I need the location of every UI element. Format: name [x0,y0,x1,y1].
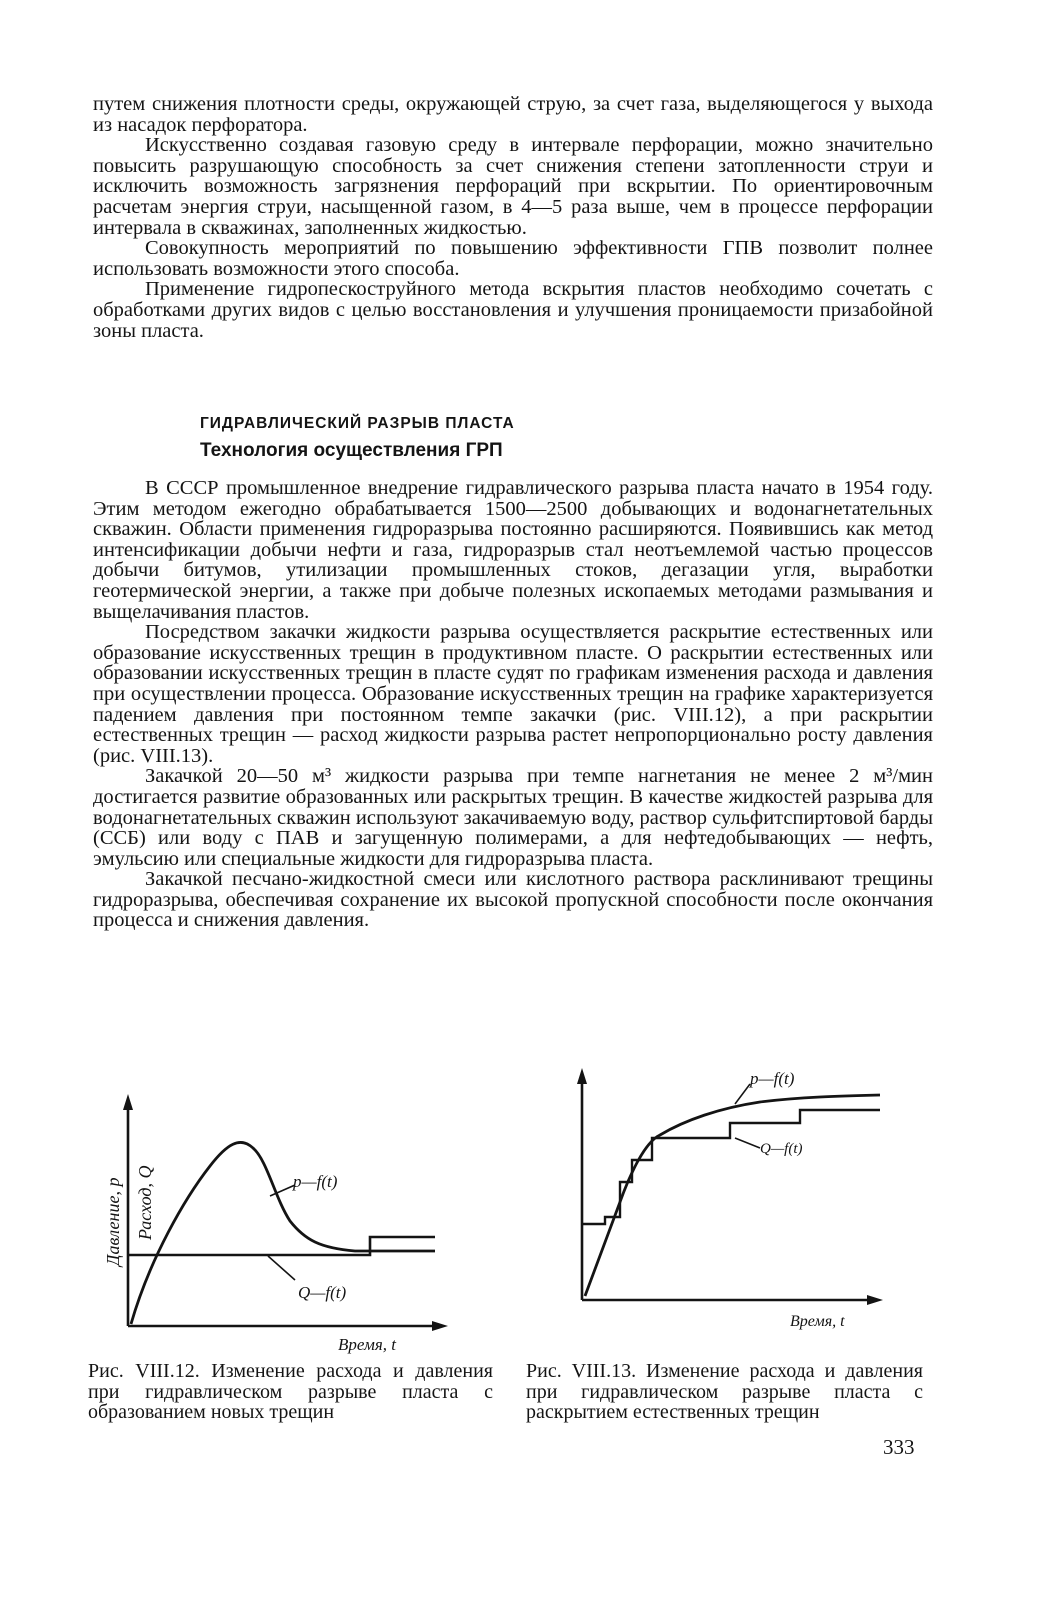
paragraph: путем снижения плотности среды, окружающей струю, за счет газа, выделяющегося у выхода из насадок перфоратора. [93,93,933,136]
x-axis-label: Время, t [790,1313,845,1330]
paragraph: В СССР промышленное внедрение гидравлического разрыва пласта начато в 1954 году. Этим методом ежегодно обрабатывается 1500—2500 добывающих и водонагнетательных скважин. Области применения гидроразрыва постоянно расширяются. Появившись как метод интенсификации добычи нефти и газа, гидроразрыв стал неотъемлемой частью процессов добычи битумов, утилизации промышленных стоков, дегазации угля, выработки геотермической энергии, а также при добыче полезных ископаемых методами размывания и выщелачивания пластов. [93,477,933,623]
figure-viii-13 [560,1062,900,1352]
curve-p-label: p—f(t) [293,1172,338,1191]
pressure-curve [131,1142,435,1324]
curve-q-label: Q—f(t) [298,1283,347,1302]
leader-p [735,1084,750,1104]
figure-viii-12-graph [95,1088,455,1358]
page-number: 333 [883,1435,915,1459]
y-axis-label-flow: Расход, Q [135,1165,155,1240]
figure-viii-13-graph [560,1062,900,1352]
section-title: ГИДРАВЛИЧЕСКИЙ РАЗРЫВ ПЛАСТА [200,415,515,432]
curve-q-label: Q—f(t) [760,1141,803,1157]
paragraph: Закачкой песчано-жидкостной смеси или кислотного раствора расклинивают трещины гидроразрыва, обеспечивая сохранение их высокой пропускной способности после окончания процесса и снижения давления. [93,868,933,932]
section-subtitle: Технология осуществления ГРП [200,440,503,461]
pressure-curve [585,1095,880,1296]
flow-rate-curve [582,1110,880,1224]
paragraph: Совокупность мероприятий по повышению эффективности ГПВ позволит полнее использовать возможности этого способа. [93,237,933,280]
figure-viii-12-caption: Рис. VIII.12. Изменение расхода и давления при гидравлическом разрыве пласта с образованием новых трещин [88,1360,493,1423]
y-axis-arrow [123,1094,133,1110]
x-axis-arrow [432,1321,448,1331]
leader-q [735,1138,760,1148]
leader-q [268,1256,295,1280]
paragraph: Посредством закачки жидкости разрыва осуществляется раскрытие естественных или образование искусственных трещин в продуктивном пласте. О раскрытии естественных или образовании искусственных трещин в пласте судят по графикам изменения расхода и давления при осуществлении процесса. Образование искусственных трещин на графике характеризуется падением давления при постоянном темпе закачки (рис. VIII.12), а при раскрытии естественных трещин — расход жидкости разрыва растет непропорционально росту давления (рис. VIII.13). [93,621,933,767]
paragraph: Закачкой 20—50 м³ жидкости разрыва при темпе нагнетания не менее 2 м³/мин достигается развитие образованных или раскрытых трещин. В качестве жидкостей разрыва для водонагнетательных скважин используют закачиваемую воду, раствор сульфитспиртовой барды (ССБ) или воду с ПАВ и загущенную полимерами, а для нефтедобывающих — нефть, эмульсию или специальные жидкости для гидроразрыва пласта. [93,765,933,870]
paragraph: Искусственно создавая газовую среду в интервале перфорации, можно значительно повысить разрушающую способность за счет снижения степени затопленности струи и исключить возможность загрязнения перфораций при вскрытии. По ориентировочным расчетам энергия струи, насыщенной газом, в 4—5 раза выше, чем в процессе перфорации интервала в скважинах, заполненных жидкостью. [93,134,933,239]
x-axis-arrow [867,1295,883,1305]
paragraph: Применение гидропескоструйного метода вскрытия пластов необходимо сочетать с обработками других видов с целью восстановления и улучшения проницаемости призабойной зоны пласта. [93,278,933,342]
curve-p-label: p—f(t) [750,1069,795,1088]
text-block-main [93,478,933,931]
figure-viii-13-caption: Рис. VIII.13. Изменение расхода и давления при гидравлическом разрыве пласта с раскрытием естественных трещин [526,1360,923,1423]
x-axis-label: Время, t [338,1335,396,1354]
y-axis-label-pressure: Давление, p [103,1177,123,1266]
figure-viii-12 [95,1088,455,1358]
text-block-top [93,94,933,341]
y-axis-arrow [577,1068,587,1084]
